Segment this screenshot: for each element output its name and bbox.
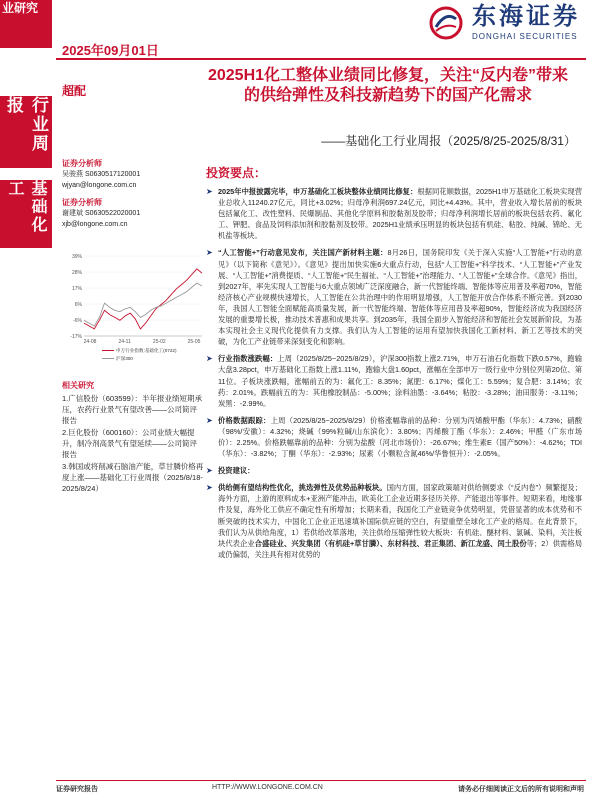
analyst-name: 吴骏燕 S0630517120001	[62, 171, 141, 178]
x-tick-label: 24-08	[83, 339, 97, 345]
x-tick-label: 24-11	[118, 339, 131, 345]
paragraph-body: 国内方面，国家政策端对供给侧要求（“反内卷”）频繁提及；海外方面，上游的原料成本+亚洲产能冲击，欧美化工企业近期多径历关停、产能退出等事件。短期来看，地缘事件及复，海外化工供应不确定性有所增加；长期来看，我国化工产业链竞争优势明显，凭借显著的成本优势和不断突破的技术实力，中国化工企业正迅速填补国际供应链的空白，有望重塑全球化工产业的格局。在此背景下，我们认为从供给角度，1）若供给改革落地，关注供给压缩弹性较大板块：有机硅、醚材料、氯碱、染料，关注板块代表企业	[218, 483, 583, 548]
bullet-arrow-icon: ➤	[206, 354, 213, 364]
y-tick-label: 6%	[74, 302, 82, 308]
analyst-title: 证券分析师	[62, 159, 102, 168]
related-item[interactable]: 3.韩国或将削减石脑油产能，草甘膦价格再度上涨——基础化工行业周报（2025/8/18-2025/8/24）	[62, 462, 204, 493]
bullet-arrow-icon: ➤	[206, 415, 213, 425]
related-research	[62, 380, 204, 495]
logo-mark-icon	[428, 5, 464, 41]
footer-disclaimer: 请务必仔细阅读正文后的所有说明和声明	[458, 786, 584, 793]
bullet-paragraph	[206, 465, 582, 476]
paragraph-heading: 行业指数涨跌幅：	[218, 354, 278, 364]
analyst-title: 证券分析师	[62, 198, 102, 207]
y-tick-label: 17%	[71, 286, 82, 292]
report-body	[206, 186, 582, 566]
bullet-paragraph	[206, 186, 582, 241]
sidebar-top-label: 业研究	[2, 1, 39, 15]
logo-text-cn: 东海证券	[472, 3, 580, 30]
legend-label: 沪深300	[116, 356, 133, 361]
paragraph-body: 上周（2025/8/25~2025/8/29）价格涨幅靠前的品种：分别为丙烯酸甲酯（华东）：4.73%；硝酸（98%/安徽）：4.32%；烧碱（99%粒碱/山东滨化）：3.80%；丙烯酸丁酯（华东）：2.46%；甲醛（广东市场价）：2.25%。价格跌幅靠前的品种：分别为盐酸（河北市场价）：-26.67%；维生素E（国产50%）：-4.62%；TDI（华东）：-3.82%；丁酮（华东）：-2.93%；尿素（小颗粒含氮46%/华鲁恒升）：-2.05%。	[218, 415, 583, 459]
paragraph-body: 上周（2025/8/25~2025/8/29），沪深300指数上涨2.71%，申万石油石化指数下跌0.57%，跑输大盘3.28pct，申万基础化工指数上涨1.11%，跑输大盘1.60pct，涨幅在全部申万一级行业中分别位列第20位、第11位。子板块涨跌幅，涨幅前五的为：氟化工：8.35%；氮肥：6.17%；煤化工：5.59%；复合肥：3.14%；农药：2.01%。跌幅前五的为：其他橡胶制品：-5.00%；涂料油墨：-3.64%；粘胶：-3.28%；油田服务：-3.11%；炭黑：-2.99%。	[218, 354, 583, 408]
legend-label: 申万行业指数:基础化工(0722)	[116, 348, 177, 353]
sidebar-top-block	[0, 0, 52, 48]
paragraph-heading: 2025年中报披露完毕，申万基础化工板块整体业绩同比修复：	[218, 187, 418, 196]
analyst-name: 谢建斌 S0630522020001	[62, 210, 141, 217]
analyst-block	[62, 158, 202, 230]
analyst-email: wjyan@longone.com.cn	[62, 182, 137, 189]
paragraph-body: 等；2）供需格局或仍偏弱，关注具有相对优势的	[218, 538, 583, 559]
company-logo	[428, 4, 580, 41]
paragraph-body: 根据同花顺数据，2025H1申万基础化工板块实现营业总收入11240.27亿元，同比+3.02%；归母净利润697.24亿元，同比+4.43%。其中，营业收入增长居前的板块包括氟化工、改性塑料、民爆制品、其他化学原料和胶黏剂及胶带；归母净利润增长居前的板块包括农药、氟化工、钾肥、食品及饲料添加剂和胶黏剂及胶带。2025H1业绩承压明显的板块包括有机硅、粘胶、纯碱、锦纶、无机盐等板块。	[218, 187, 582, 241]
bullet-arrow-icon: ➤	[206, 187, 213, 196]
left-sidebar	[0, 0, 52, 800]
bullet-paragraph	[206, 247, 582, 347]
logo-text-en: DONGHAI SECURITIES	[472, 32, 578, 41]
bullet-paragraph	[206, 353, 582, 408]
footer-divider	[56, 780, 586, 781]
bullet-arrow-icon: ➤	[206, 483, 213, 493]
bullet-paragraph	[206, 415, 582, 459]
paragraph-heading: 价格数据跟踪：	[218, 415, 271, 425]
sidebar-box-basic-chemicals: 基础化工	[0, 180, 52, 248]
key-points-heading: 投资要点：	[206, 166, 267, 180]
x-tick-label: 25-02	[152, 339, 166, 345]
bullet-paragraph	[206, 482, 582, 560]
footer-url[interactable]: HTTP://WWW.LONGONE.COM.CN	[212, 784, 323, 791]
y-tick-label: -6%	[73, 318, 82, 324]
y-tick-label: 39%	[71, 254, 82, 260]
x-tick-label: 25-05	[187, 339, 201, 345]
related-item[interactable]: 1.广信股份（603599）：半年报业绩短期承压，农药行业景气有望改善——公司简评报告	[62, 394, 203, 425]
bullet-arrow-icon: ➤	[206, 466, 213, 476]
paragraph-heading: 供给侧有望结构性优化，挑选弹性及优势品种板块。	[218, 483, 387, 493]
paragraph-heading: 投资建议：	[218, 466, 255, 476]
performance-chart	[62, 250, 206, 370]
header-divider	[56, 58, 586, 60]
paragraph-heading: “人工智能+”行动意见发布，关注国产新材料主题：	[218, 248, 388, 258]
paragraph-body: 8月26日，国务院印发《关于深入实施“人工智能+”行动的意见》（以下简称《意见》）。《意见》提出加快实施6大重点行动，包括“人工智能+”科学技术、“人工智能+”产业发展、“人工智能+”消费提质、“人工智能+”民生福祉、“人工智能+”治理能力、“人工智能+”全球合作。《意见》指出，到2027年，率先实现人工智能与6大重点领域广泛深度融合，新一代智能终端、智能体等应用普及率超70%，智能经济核心产业规模快速增长，人工智能在公共治理中的作用明显增强，人工智能开放合作体系不断完善。到2030年，我国人工智能全面赋能高质量发展，新一代智能终端、智能体等应用普及率超90%，智能经济成为我国经济发展的重要增长极，推动技术普惠和成果共享。到2035年，我国全面步入智能经济和智能社会发展新阶段，为基本实现社会主义现代化提供有力支撑。我们认为人工智能的运用有望加快我国化工新材料、新工艺等技术的突破，为化工产业链带来深刻变化和影响。	[218, 248, 583, 347]
bullet-arrow-icon: ➤	[206, 248, 213, 258]
report-subtitle: ——基础化工行业周报（2025/8/25-2025/8/31）	[321, 134, 576, 148]
footer-left: 证券研究报告	[56, 786, 98, 793]
series-line	[84, 283, 202, 326]
report-title: 2025H1化工整体业绩同比修复，关注“反内卷”带来的供给弹性及科技新趋势下的国产化需求	[207, 67, 569, 104]
related-title: 相关研究	[62, 381, 94, 390]
report-date: 2025年09月01日	[62, 43, 159, 58]
sidebar-box-weekly-report: 行业周报	[0, 96, 52, 168]
y-tick-label: -17%	[70, 334, 82, 340]
rating-label: 超配	[62, 84, 87, 98]
company-list: 合盛硅业、兴发集团（有机硅+草甘膦）、东材科技、君正集团、新江龙盛、闰土股份	[254, 538, 527, 548]
analyst-email: xjb@longone.com.cn	[62, 221, 128, 228]
performance-chart-svg	[62, 250, 206, 370]
related-item[interactable]: 2.巨化股份（600160）：公司业绩大幅提升，制冷剂高景气有望延续——公司简评报告	[62, 428, 197, 459]
y-tick-label: 28%	[71, 270, 82, 276]
